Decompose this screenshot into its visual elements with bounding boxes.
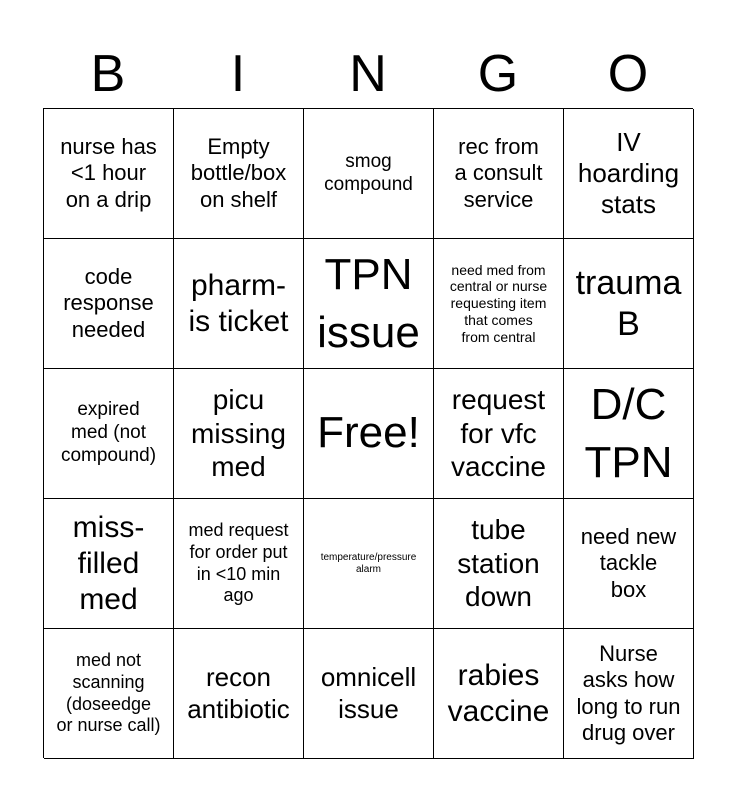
cell-text: miss- filled med <box>72 510 145 616</box>
cell-text: med request for order put in <10 min ago <box>188 520 289 606</box>
bingo-cell[interactable] <box>174 499 304 629</box>
bingo-cell[interactable] <box>174 239 304 369</box>
cell-text: rec from a consult service <box>454 133 543 212</box>
cell-text: need new tackle box <box>580 523 677 602</box>
bingo-header <box>43 40 693 108</box>
bingo-cell[interactable] <box>434 499 564 629</box>
cell-text: IV hoarding stats <box>577 126 680 220</box>
bingo-cell[interactable] <box>44 239 174 369</box>
cell-text: Empty bottle/box on shelf <box>190 133 287 212</box>
header-letter-b: B <box>90 45 126 103</box>
cell-text: omnicell issue <box>320 662 417 724</box>
cell-text: need med from central or nurse requesting item that comes from central <box>449 261 548 345</box>
bingo-cell[interactable] <box>44 369 174 499</box>
header-letter-n: N <box>349 45 387 103</box>
bingo-cell[interactable] <box>44 499 174 629</box>
cell-text: trauma B <box>575 263 682 343</box>
bingo-cell[interactable] <box>434 109 564 239</box>
cell-text: picu missing med <box>191 384 286 483</box>
bingo-cell[interactable] <box>304 629 434 759</box>
bingo-cell[interactable] <box>304 239 434 369</box>
bingo-cell[interactable] <box>434 369 564 499</box>
cell-text: smog compound <box>324 150 413 195</box>
bingo-cell[interactable] <box>304 109 434 239</box>
cell-text: pharm- is ticket <box>188 268 289 338</box>
bingo-cell[interactable] <box>434 629 564 759</box>
cell-text: nurse has <1 hour on a drip <box>60 133 157 212</box>
cell-text: TPN issue <box>317 250 420 357</box>
cell-text: temperature/pressure alarm <box>320 551 417 575</box>
cell-text: rabies vaccine <box>447 658 550 728</box>
bingo-grid <box>43 108 693 758</box>
cell-text: D/C TPN <box>584 380 673 487</box>
bingo-cell[interactable] <box>564 499 694 629</box>
header-letter-o: O <box>607 45 649 103</box>
bingo-cell[interactable] <box>564 239 694 369</box>
cell-text: request for vfc vaccine <box>451 384 546 483</box>
bingo-cell[interactable] <box>174 629 304 759</box>
bingo-cell[interactable] <box>174 369 304 499</box>
bingo-cell[interactable] <box>174 109 304 239</box>
bingo-cell[interactable] <box>564 109 694 239</box>
bingo-cell[interactable] <box>304 499 434 629</box>
cell-text: tube station down <box>457 514 540 613</box>
cell-text: code response needed <box>63 263 154 342</box>
cell-text: med not scanning (doseedge or nurse call) <box>56 650 161 736</box>
bingo-cell[interactable] <box>44 109 174 239</box>
header-letter-i: I <box>230 45 246 103</box>
bingo-cell[interactable] <box>564 629 694 759</box>
cell-text: Nurse asks how long to run drug over <box>576 640 681 745</box>
cell-text: expired med (not compound) <box>60 399 157 466</box>
cell-text: recon antibiotic <box>187 662 290 724</box>
free-space-cell[interactable] <box>304 369 434 499</box>
bingo-cell[interactable] <box>44 629 174 759</box>
bingo-cell[interactable] <box>434 239 564 369</box>
header-letter-g: G <box>477 45 519 103</box>
bingo-cell[interactable] <box>564 369 694 499</box>
free-space-text: Free! <box>317 408 420 458</box>
